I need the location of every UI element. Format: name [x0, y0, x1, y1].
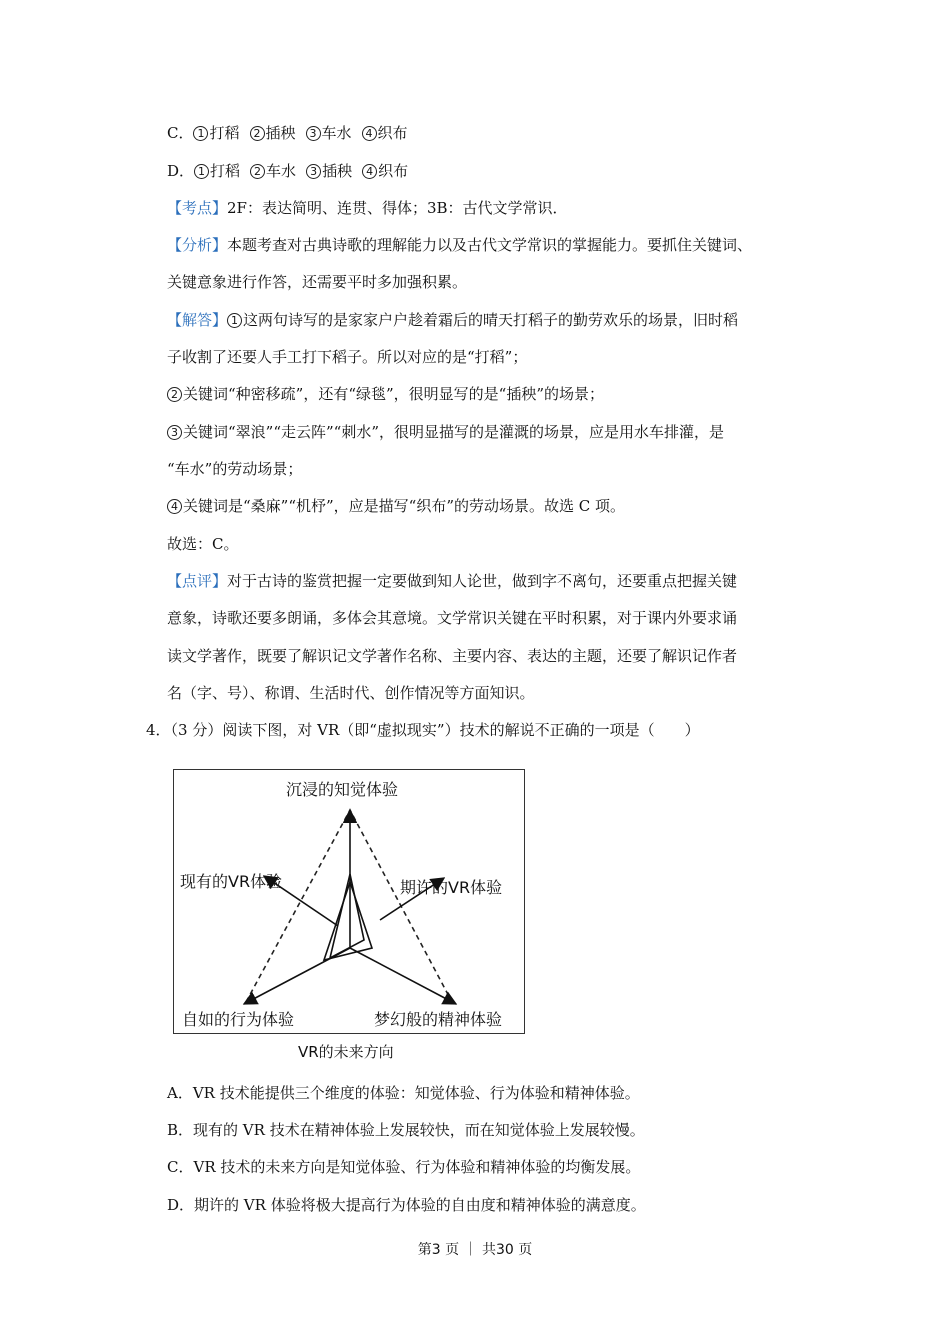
vr-diagram [173, 769, 525, 1034]
figure-caption: VR的未来方向 [298, 1043, 394, 1061]
fenxi-tag: 【分析】 [167, 236, 228, 254]
label-immersive-perception: 沉浸的知觉体验 [286, 780, 399, 799]
kaodian-tag: 【考点】 [167, 199, 228, 217]
jieda-line2: 子收割了还要人手工打下稻子。所以对应的是“打稻”； [167, 348, 528, 366]
dashed-triangle [246, 810, 452, 1002]
jieda-line1: 【解答】 1 这两句诗写的是家家户户趁着霜后的晴天打稻子的勤劳欢乐的场景，旧时稻 [167, 311, 739, 329]
label-current-vr: 现有的VR体验 [180, 872, 283, 891]
label-behavior: 自如的行为体验 [182, 1010, 295, 1029]
kaodian: 【考点】2F：表达简明、连贯、得体；3B：古代文学常识． [167, 199, 568, 217]
vr-diagram-svg [174, 770, 526, 1035]
jieda-p4: 4 关键词是“桑麻”“机杼”，应是描写“织布”的劳动场景。故选 C 项。 [167, 496, 625, 516]
q4-option-c: C．VR 技术的未来方向是知觉体验、行为体验和精神体验的均衡发展。 [167, 1158, 641, 1176]
dianping-tag: 【点评】 [167, 572, 228, 590]
fenxi-line1: 【分析】本题考查对古典诗歌的理解能力以及古代文学常识的掌握能力。要抓住关键词、 [167, 236, 753, 254]
q4-option-a: A．VR 技术能提供三个维度的体验：知觉体验、行为体验和精神体验。 [167, 1084, 640, 1102]
jieda-p3-line2: “车水”的劳动场景； [167, 460, 303, 478]
option-d-prev: D． 1 打稻 2 车水 3 插秧 4 织布 [167, 162, 409, 180]
axis-bottom-right [350, 948, 456, 1004]
dianping-line3: 读文学著作，既要了解识记文学著作名称、主要内容、表达的主题，还要了解识记作者 [167, 647, 738, 665]
dianping-line2: 意象，诗歌还要多朗诵，多体会其意境。文学常识关键在平时积累，对于课内外要求诵 [167, 609, 738, 627]
question-4-stem: 4．（3 分）阅读下图，对 VR（即“虚拟现实”）技术的解说不正确的一项是（ ） [146, 721, 700, 739]
jieda-answer: 故选：C。 [167, 535, 239, 553]
current-vr-triangle [330, 874, 364, 958]
fenxi-line2: 关键意象进行作答，还需要平时多加强积累。 [167, 273, 468, 291]
dianping-line4: 名（字、号）、称谓、生活时代、创作情况等方面知识。 [167, 684, 535, 702]
q4-option-d: D．期许的 VR 体验将极大提高行为体验的自由度和精神体验的满意度。 [167, 1196, 646, 1214]
jieda-p3-line1: 3 关键词“翠浪”“走云阵”“刺水”，很明显描写的是灌溉的场景，应是用水车排灌，是 [167, 422, 724, 442]
page-footer: 第3 页 ｜ 共30 页 [417, 1242, 533, 1258]
label-spirit: 梦幻般的精神体验 [374, 1010, 503, 1029]
dianping-line1: 【点评】对于古诗的鉴赏把握一定要做到知人论世，做到字不离句，还要重点把握关键 [167, 572, 738, 590]
option-c-prev: C． 1 打稻 2 插秧 3 车水 4 织布 [167, 124, 408, 142]
q4-option-b: B．现有的 VR 技术在精神体验上发展较快，而在知觉体验上发展较慢。 [167, 1121, 645, 1139]
jieda-p2: 2 关键词“种密移疏”，还有“绿毯”，很明显写的是“插秧”的场景； [167, 384, 604, 404]
jieda-tag: 【解答】 [167, 311, 228, 329]
label-expected-vr: 期许的VR体验 [400, 878, 503, 897]
